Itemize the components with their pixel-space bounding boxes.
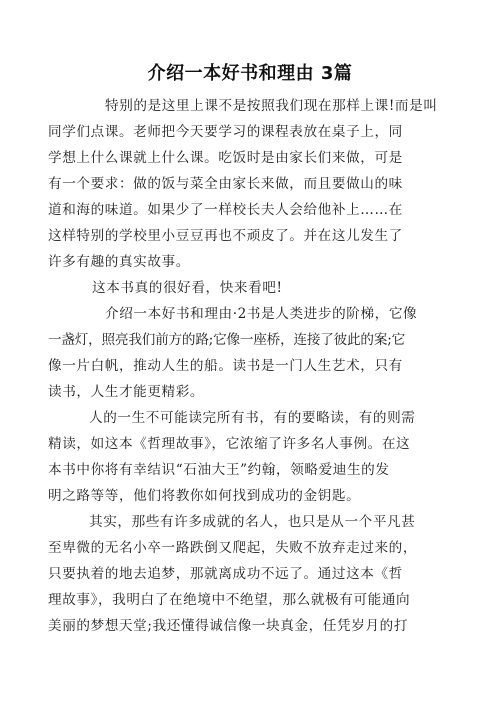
- document-title: 介绍一本好书和理由 3篇: [147, 63, 353, 84]
- text-line-19: 只要执着的地去追梦，那就离成功不远了。通过这本《哲: [48, 566, 403, 582]
- text-line-13: 人的一生不可能读完所有书，有的要略读，有的则需: [89, 410, 416, 426]
- text-line-1: 特别的是这里上课不是按照我们现在那样上课!而是叫: [105, 98, 438, 114]
- text-line-18: 至卑微的无名小卒一路跌倒又爬起，失败不放弃走过来的，: [48, 540, 418, 556]
- text-line-17: 其实，那些有许多成就的名人，也只是从一个平凡甚: [89, 514, 416, 530]
- text-line-7: 许多有趣的真实故事。: [48, 254, 190, 270]
- text-line-2: 同学们点课。老师把今天要学习的课程表放在桌子上，同: [48, 124, 403, 140]
- text-line-4: 有一个要求：做的饭与菜全由家长来做，而且要做山的味: [48, 176, 403, 192]
- text-line-11: 像一片白帆，推动人生的船。读书是一门人生艺术，只有: [48, 358, 403, 374]
- text-line-10: 一盏灯，照亮我们前方的路;它像一座桥，连接了彼此的案;它: [48, 332, 405, 348]
- text-line-5: 道和海的味道。如果少了一样校长夫人会给他补上……在: [48, 202, 403, 218]
- text-line-12: 读书，人生才能更精彩。: [48, 384, 205, 400]
- text-line-16: 明之路等等，他们将教你如何找到成功的金钥匙。: [48, 488, 361, 504]
- text-line-9: 介绍一本好书和理由·2书是人类进步的阶梯，它像: [105, 306, 418, 322]
- text-line-6: 这样特别的学校里小豆豆再也不顽皮了。并在这儿发生了: [48, 228, 403, 244]
- text-line-20: 理故事》，我明白了在绝境中不绝望，那么就极有可能通向: [48, 592, 411, 608]
- text-line-14: 精读，如这本《哲理故事》，它浓缩了许多名人事例。在这: [48, 436, 411, 452]
- text-line-3: 学想上什么课就上什么课。吃饭时是由家长们来做，可是: [48, 150, 403, 166]
- text-line-15: 本书中你将有幸结识“石油大王”约翰，领略爱迪生的发: [48, 462, 390, 478]
- text-line-21: 美丽的梦想天堂;我还懂得诚信像一块真金，任凭岁月的打: [48, 618, 409, 634]
- text-line-8: 这本书真的很好看，快来看吧!: [92, 280, 283, 296]
